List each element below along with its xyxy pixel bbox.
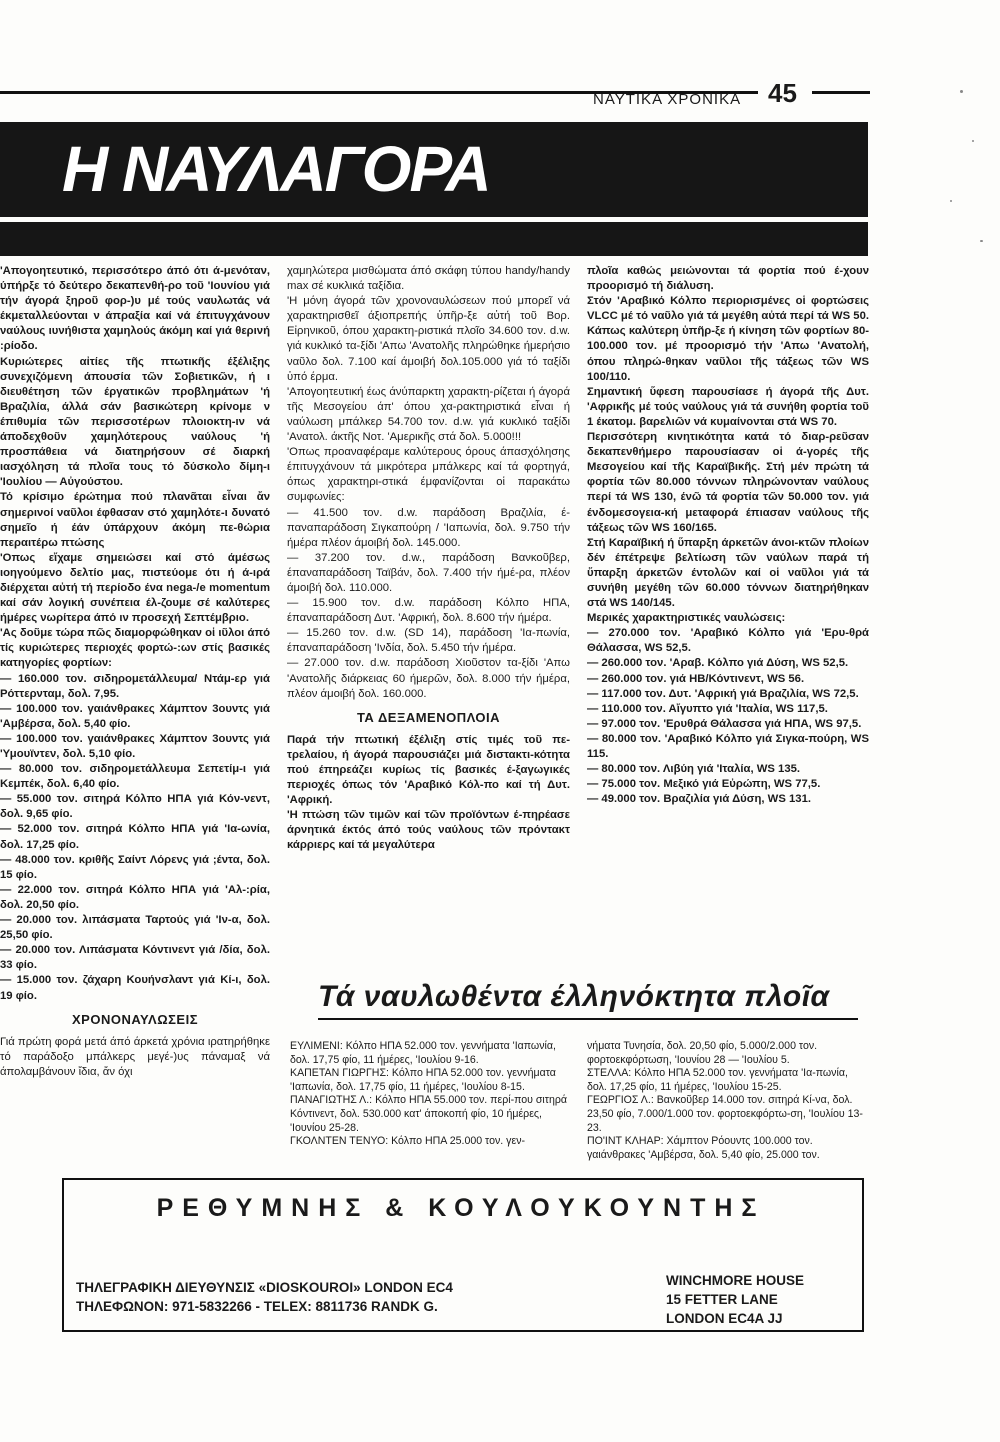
ship-entry: ΠΑΝΑΓΙΩΤΗΣ Λ.: Κόλπο ΗΠΑ 55.000 τον. περί-που σιτηρά Κόντινεντ, δολ. 530.000 κατ' άποκοπή φίο, 10 ήμέρες, 'Ιουνίου 25-28. (290, 1094, 568, 1134)
paragraph: Κυριώτερες αἰτίες τῆς πτωτικῆς έξέλιξης συνεχιζόμενη άπουσία τῶν Σοβιετικῶν, ή ι διευθέτηση τῶν έργατικῶν προβλημάτων 'ή Βραζιλία, άλλά σάν βασικώτερη κρίνομε ν έπιθυμία τῶν περισσοτέρων πλοιοκτη-ιν νά άποδεχθοῦν χαμηλότερους ναύλους 'ή προσπάθεια νά διατηρήσουν σέ διαρκή ιασχόληση τά πλοῖα τους τό δύσκολο δίμη-ι 'Ιουλίου — Αὐγούστου. (0, 355, 270, 489)
list-item: — 15.000 τον. ζάχαρη Κουήνσλαντ γιά Κί-ι, δολ. 19 φίο. (0, 974, 270, 1002)
paragraph: Στή Καραϊβική ή ὕπαρξη άρκετῶν άνοι-κτῶν πλοίων δέν έπέτρεψε βελτίωση τῶν ναύλων παρά τή ὕπαρξη άρκετῶν έντολῶν καί οἱ ναῦλοι γιά τά συνήθη μεγέθη τῶν 60.000 τόννων διατηρήθηκαν στά WS 140/145. (587, 536, 869, 610)
list-item: — 41.500 τον. d.w. παράδοση Βραζιλία, έ-παναπαράδοση Σιγκαπούρη / 'Ιαπωνία, δολ. 9.750 τήν ήμέρα πλέον άμοιβή δολ. 145.000. (287, 506, 570, 549)
paragraph: Παρά τήν πτωτική έξέλιξη στίς τιμές τοῦ πε-τρελαίου, ή άγορά παρουσιάζει μιά διστακτι-κότητα πού έπηρεάζει κυρίως τίς βασικές έ-ξαγωγικές περιοχές όπως τόν 'Αραβικό Κόλ-πο καί τή Δυτ. 'Αφρική. (287, 733, 570, 807)
ad-address-line: 15 FETTER LANE (666, 1292, 778, 1307)
paragraph: 'Απογοητευτικό, περισσότερο άπό ότι ά-μενόταν, ύπήρξε τό δεύτερο δεκαπενθή-ρο τοῦ 'Ιουνίου γιά τήν άγορά ξηροῦ φορ-)υ μέ τούς ναυλωτάς νά έκμεταλλεύονται ν άπραξία καί νά έπιτυγχάνουν ναύλους ιυνήθιστα χαμηλούς άκόμη καί γιά θερινή :ρίοδο. (0, 265, 270, 353)
list-item: — 160.000 τον. σιδηρομετάλλευμα/ Ντάμ-ερ γιά Ρόττερνταμ, δολ. 7,95. (0, 672, 270, 700)
list-item: — 80.000 τον. σιδηρομετάλλευμα Σεπετίμ-ι γιά Κεμπέκ, δολ. 6,40 φίο. (0, 763, 270, 791)
paragraph: Περισσότερη κινητικότητα κατά τό διαρ-ρεῦσαν δεκαπενθήμερο παρουσίασαν οἱ ά-γορές τῆς Μεσογείου καί τῆς Καραϊβικῆς. Στή μέν πρώτη τά φορτία τῶν 80.000 τόννων πληρώνονταν ναύλους περί τά WS 130, ένῶ τά φορτία τῶν 50.000 τον. γιά ένδομεσογεια-κή μεταφορά έπιασαν ναύλους τῆς τάξεως τῶν WS 160/165. (587, 431, 869, 534)
list-item: — 97.000 τον. 'Ερυθρά Θάλασσα γιά ΗΠΑ, WS 97,5. (587, 717, 862, 730)
banner-bottom-bar (0, 222, 868, 256)
paragraph: χαμηλώτερα μισθώματα άπό σκάφη τύπου handy/handy max σέ κυκλικά ταξίδια. (287, 265, 570, 293)
ad-address-line: LONDON EC4A JJ (666, 1311, 783, 1326)
paragraph: Μερικές χαρακτηριστικές ναυλώσεις: (587, 612, 786, 625)
ad-address-line: WINCHMORE HOUSE (666, 1273, 804, 1288)
ad-contact (76, 1278, 453, 1316)
paragraph: 'Οπως εἴχαμε σημειώσει καί στό άμέσως ιοηγούμενο δελτίο μας, πιστεύομε ότι ή ά-ιρά διέρχεται αὐτή τή περίοδο ένα nega-/e momentum καί σάν λογική συνέπεια έλ-ζουμε σέ καλύτερες ήμέρες νωρίτερα άπό ιν προσεχή Σεπτέμβριο. (0, 551, 270, 625)
scan-speck (972, 140, 974, 142)
list-item: — 20.000 τον. λιπάσματα Ταρτούς γιά 'Ιν-α, δολ. 25,50 φίο. (0, 914, 270, 942)
list-item: — 15.900 τον. d.w. παράδοση Κόλπο ΗΠΑ, έπαναπαράδοση Δυτ. 'Αφρική, δολ. 8.600 τήν ήμέρα. (287, 597, 570, 625)
paragraph: 'Απογοητευτική έως άνύπαρκτη χαρακτη-ρίζεται ή άγορά τῆς Μεσογείου άπ' όπου χα-ρακτηριστικά εἶναι ή ναύλωση μπάλκερ 54.700 τον. d.w. γιά κυκλικό ταξίδι 'Ανατολ. άκτῆς Νοτ. 'Αμερικῆς στά δολ. 5.000!!! (287, 385, 570, 444)
paragraph: Τό κρίσιμο έρώτημα πού πλανᾶται εἶναι ἄν σημερινοί ναῦλοι έφθασαν στό χαμηλότε-ι δυνατό σημεῖο ή έάν ύπάρχουν άκόμη πε-θώρια περαιτέρω πτώσης (0, 491, 270, 549)
list-item: — 100.000 τον. γαιάνθρακες Χάμπτον 3ουντς γιά 'Υμουϊντεν, δολ. 5,10 φίο. (0, 732, 270, 760)
ship-entry: ΠΟ'ΙΝΤ ΚΛΗΑΡ: Χάμπτον Ρόουντς 100.000 τον. γαιάνθρακες 'Αμβέρσα, δολ. 5,40 φίο, 25.000 τον. (587, 1135, 820, 1161)
paragraph: Γιά πρώτη φορά μετά άπό άρκετά χρόνια ιρατηρήθηκε τό παράδοξο μπάλκερς μεγέ-)υς πάναμαξ νά άπολαμβάνουν ἴδια, ἄν όχι (0, 1035, 270, 1078)
list-item: — 20.000 τον. Λιπάσματα Κόντινεντ γιά /δία, δολ. 33 φίο. (0, 944, 270, 972)
list-item: — 80.000 τον. Λιβύη γιά 'Ιταλία, WS 135. (587, 763, 801, 776)
list-item: — 117.000 τον. Δυτ. 'Αφρική γιά Βραζιλία, WS 72,5. (587, 687, 859, 700)
list-item: — 270.000 τον. 'Αραβικό Κόλπο γιά 'Ερυ-θρά Θάλασσα, WS 52,5. (587, 627, 869, 655)
article-column-3 (587, 264, 869, 807)
publication-title: ΝΑΥΤΙΚΑ ΧΡΟΝΙΚΑ (593, 91, 742, 108)
list-item: — 15.260 τον. d.w. (SD 14), παράδοση 'Ια-πωνία, έπαναπαράδοση 'Ινδία, δολ. 5.450 τήν ήμέρα. (287, 627, 570, 655)
list-item: — 75.000 τον. Μεξικό γιά Εὐρώπη, WS 77,5. (587, 778, 821, 791)
list-item: — 52.000 τον. σιτηρά Κόλπο ΗΠΑ γιά 'Ια-ωνία, δολ. 17,25 φίο. (0, 823, 270, 851)
ship-entry: νήματα Τυνησία, δολ. 20,50 φίο, 5.000/2.000 τον. φορτοεκφόρτωση, 'Ιουνίου 28 — 'Ιουλίου 5. (587, 1040, 818, 1066)
title-underline (318, 1018, 858, 1020)
list-item: — 110.000 τον. Αἴγυπτο γιά 'Ιταλία, WS 117,5. (587, 702, 828, 715)
advertiser-name: ΡΕΘΥΜΝΗΣ & ΚΟΥΛΟΥΚΟΥΝΤΗΣ (156, 1194, 766, 1222)
list-item: — 100.000 τον. γαιάνθρακες Χάμπτον 3ουντς γιά 'Αμβέρσα, δολ. 5,40 φίο. (0, 702, 270, 730)
subheading-time-charters: ΧΡΟΝΟΝΑΥΛΩΣΕΙΣ (71, 1011, 199, 1027)
list-item: — 22.000 τον. σιτηρά Κόλπο ΗΠΑ γιά 'Αλ-:ρία, δολ. 20,50 φίο. (0, 883, 270, 911)
ship-entry: ΓΕΩΡΓΙΟΣ Λ.: Βανκοῦβερ 14.000 τον. σιτηρά Κί-να, δολ. 23,50 φίο, 7.000/1.000 τον. φορτοεκφόρτω-ση, 'Ιουλίου 13-23. (587, 1094, 863, 1134)
paragraph: Σημαντική ὕφεση παρουσίασε ή άγορά τῆς Δυτ. 'Αφρικῆς μέ τούς ναύλους γιά τά συνήθη φορτία τοῦ 1 έκατομ. βαρελιῶν νά κυμαίνονται στά WS 70. (587, 385, 869, 428)
paragraph: Στόν 'Αραβικό Κόλπο περιορισμένες οἱ φορτώσεις VLCC μέ τό ναῦλο γιά τά μεγέθη αὐτά περί τά WS 50. Κάπως καλύτερη ὑπῆρ-ξε ή κίνηση τῶν φορτίων 80-100.000 τον. μέ προορισμό τήν 'Απω 'Ανατολή, όπου πληρώ-θηκαν ναῦλοι τῆς τάξεως τῶν WS 100/110. (587, 295, 869, 383)
paragraph: πλοῖα καθώς μειώνονται τά φορτία πού έ-χουν προορισμό τή διάλυση. (587, 265, 869, 293)
list-item: — 27.000 τον. d.w. παράδοση Χιοῦστον τα-ξίδι 'Απω 'Ανατολῆς διάρκειας 60 ήμερῶν, δολ. 8.000 τήν ήμέρα, πλέον άμοιβή δολ. 160.000. (287, 657, 570, 700)
ship-entry: ΕΥΛΙΜΕΝΙ: Κόλπο ΗΠΑ 52.000 τον. γεννήματα 'Ιαπωνία, δολ. 17,75 φίο, 11 ήμέρες, 'Ιουλίου 9-16. (290, 1040, 556, 1066)
list-item: — 49.000 τον. Βραζιλία γιά Δύση, WS 131. (587, 793, 811, 806)
list-item: — 260.000 τον. 'Αραβ. Κόλπο γιά Δύση, WS 52,5. (587, 657, 849, 670)
list-item: — 48.000 τον. κριθῆς Σαίντ Λόρενς γιά ;έντα, δολ. 15 φίο. (0, 853, 270, 881)
ship-entry: ΣΤΕΛΛΑ: Κόλπο ΗΠΑ 52.000 τον. γεννήματα 'Ια-πωνία, δολ. 17,25 φίο, 11 ήμέρες, 'Ιουλίου 15-25. (587, 1067, 848, 1093)
page-number: 45 (768, 78, 797, 108)
ship-entry: ΓΚΟΛΝΤΕΝ ΤΕΝΥΟ: Κόλπο ΗΠΑ 25.000 τον. γεν- (290, 1135, 526, 1148)
paragraph: 'Η πτώση τῶν τιμῶν καί τῶν προϊόντων έ-πηρέασε άρνητικά έκτός άπό τούς ναύλους τῶν πρόντακτ κάρριερς καί τά μεγαλύτερα (287, 809, 570, 852)
scan-speck (950, 200, 952, 202)
column-title: Η ΝΑΥΛΑΓΟΡΑ (62, 133, 490, 205)
ad-address (666, 1271, 804, 1328)
list-item: — 37.200 τον. d.w., παράδοση Βανκοῦβερ, έπαναπαράδοση Ταϊβάν, δολ. 7.400 τήν ήμέ-ρα, πλέον άμοιβή δολ. 110.000. (287, 551, 570, 594)
greek-ships-title: Τά ναυλωθέντα έλληνόκτητα πλοῖα (318, 980, 830, 1013)
list-item: — 55.000 τον. σιτηρά Κόλπο ΗΠΑ γιά Κόν-νεντ, δολ. 9,65 φίο. (0, 793, 270, 821)
paragraph: 'Ας δοῦμε τώρα πῶς διαμορφώθηκαν οἱ ιῦλοι άπό τίς κυριώτερες περιοχές φορτώ-:ων στίς βασικές κατηγορίες φορτίων: (0, 627, 270, 670)
ad-phone-telex: ΤΗΛΕΦΩΝΟΝ: 971-5832266 - TELEX: 8811736 RANDK G. (76, 1299, 438, 1314)
ad-telegraph: ΤΗΛΕΓΡΑΦΙΚΗ ΔΙΕΥΘΥΝΣΙΣ «DIOSKOUROI» LONDON EC4 (76, 1280, 453, 1295)
scan-speck (960, 90, 963, 93)
header-rule-right (812, 91, 870, 94)
list-item: — 80.000 τον. 'Αραβικό Κόλπο γιά Σιγκα-πούρη, WS 115. (587, 732, 869, 760)
ship-entry: ΚΑΠΕΤΑΝ ΓΙΩΡΓΗΣ: Κόλπο ΗΠΑ 52.000 τον. γεννήματα 'Ιαπωνία, δολ. 17,75 φίο, 11 ήμέρες, 'Ιουλίου 8-15. (290, 1067, 556, 1093)
scan-speck (980, 240, 983, 242)
article-column-1 (0, 264, 270, 1080)
subheading-tankers: ΤΑ ΔΕΞΑΜΕΝΟΠΛΟΙΑ (356, 709, 501, 725)
greek-ships-right (587, 1040, 869, 1162)
article-column-2 (287, 264, 570, 854)
greek-ships-left (290, 1040, 575, 1149)
paragraph: 'Η μόνη άγορά τῶν χρονοναυλώσεων πού μπορεῖ νά χαρακτηρισθεῖ άξιοπρεπής ὑπῆρ-ξε αὐτή τοῦ Βορ. Εἰρηνικοῦ, όπου χαρακτη-ριστικά πλοῖο 34.600 τον. d.w. γιά κυκλικό τα-ξίδι 'Απω 'Ανατολῆς πληρώθηκε ήμερήσιο ναῦλο δολ. 7.100 καί άμοιβή δολ.105.000 γιά τό ταξίδι ὑπό έρμα. (287, 295, 570, 383)
list-item: — 260.000 τον. γιά ΗΒ/Κόντινεντ, WS 56. (587, 672, 805, 685)
paragraph: 'Οπως προαναφέραμε καλύτερους όρους άπασχόλησης έπιτυγχάνουν τά μικρότερα μπάλκερς καί τά φορτηγά, όπως χαρακτηρι-στικά έμφανίζονται οἱ παρακάτω συμφωνίες: (287, 446, 570, 504)
